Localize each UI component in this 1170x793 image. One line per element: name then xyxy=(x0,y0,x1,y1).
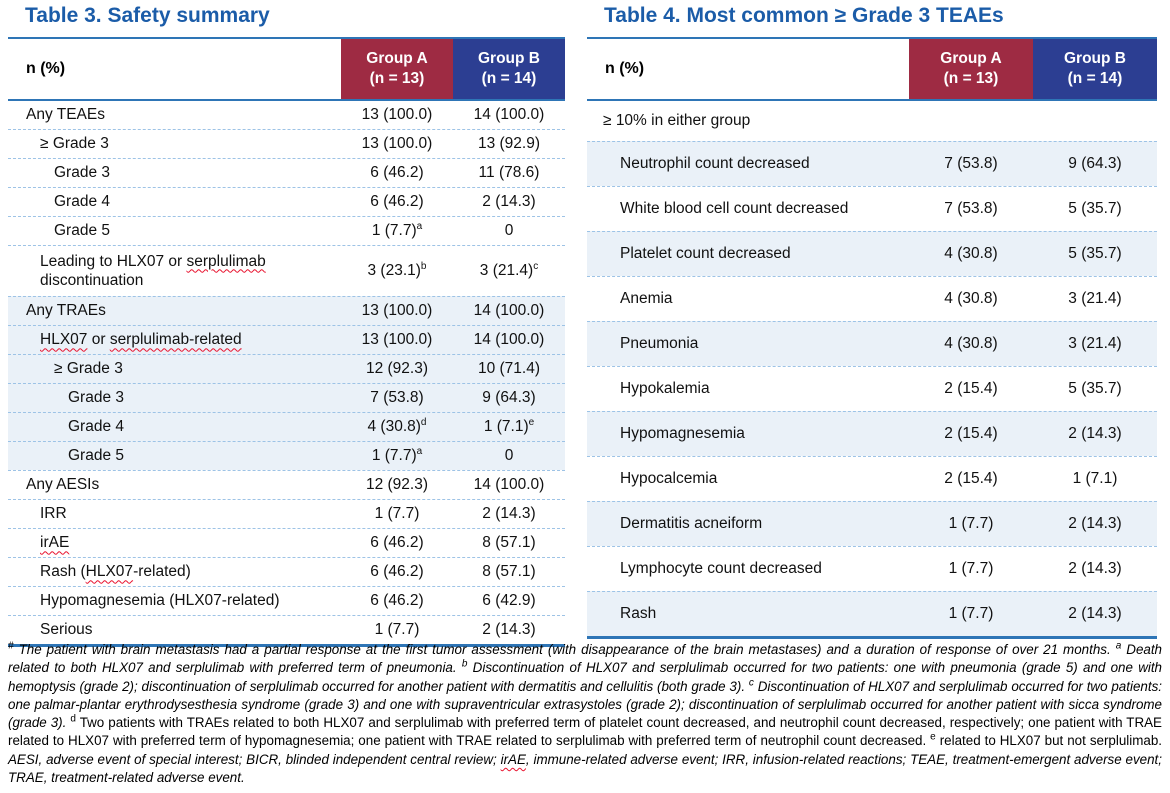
row-label xyxy=(587,244,909,263)
value-text: 2 (14.3) xyxy=(482,621,536,638)
row-label xyxy=(8,221,341,240)
value-text: 3 (23.1) xyxy=(367,262,421,279)
value-text: 13 (100.0) xyxy=(361,331,433,348)
value-text: 1 (7.1) xyxy=(483,418,529,435)
table-row xyxy=(587,276,1157,321)
cell-value xyxy=(1033,290,1157,308)
table4-rows xyxy=(587,101,1157,639)
table-row xyxy=(8,499,565,528)
misspelled-term: serplulimab xyxy=(186,252,266,270)
label-text: Grade 5 xyxy=(54,222,111,240)
value-text: 13 (100.0) xyxy=(361,135,433,152)
cell-value xyxy=(909,245,1033,263)
cell-value xyxy=(341,447,453,465)
footnote-marker: b xyxy=(420,260,427,272)
table3-rows xyxy=(8,101,565,647)
cell-value xyxy=(341,505,453,523)
table-row xyxy=(587,231,1157,276)
footnote-segment: related to HLX07 but not serplulimab. xyxy=(935,733,1163,749)
value-text: 1 (7.7) xyxy=(374,621,420,638)
cell-value xyxy=(453,331,565,349)
table4 xyxy=(587,37,1157,639)
row-label xyxy=(587,289,909,308)
cell-value xyxy=(1033,200,1157,218)
value-text: 2 (14.3) xyxy=(1068,515,1122,532)
table-row xyxy=(8,101,565,129)
row-label xyxy=(8,163,341,182)
table4-title: Table 4. Most common ≥ Grade 3 TEAEs xyxy=(604,4,1004,27)
cell-value xyxy=(909,155,1033,173)
table-row xyxy=(587,366,1157,411)
value-text: 6 (46.2) xyxy=(370,164,424,181)
value-text: 8 (57.1) xyxy=(482,563,536,580)
group-label: Group B xyxy=(1064,49,1126,67)
table-row xyxy=(587,141,1157,186)
value-text: 5 (35.7) xyxy=(1068,245,1122,262)
label-text: Pneumonia xyxy=(620,335,699,353)
footnote-segment: AESI, adverse event of special interest; BICR, blinded independent central review; xyxy=(8,751,501,767)
table-row xyxy=(587,321,1157,366)
cell-value xyxy=(453,164,565,182)
label-text: Lymphocyte count decreased xyxy=(620,560,822,578)
cell-value xyxy=(453,621,565,639)
label-text: Any TRAEs xyxy=(26,302,106,320)
footnote-segment: , immune-related adverse event; IRR, infusion-related reactions; TEAE, treatment-emergent adverse event; TRAE, treatment-related adverse event. xyxy=(8,751,1162,786)
table4-column-header: n (%) xyxy=(605,60,645,77)
table3-column-header: n (%) xyxy=(26,60,66,77)
cell-value xyxy=(341,302,453,320)
table-row xyxy=(8,615,565,644)
cell-value xyxy=(453,418,565,436)
row-label xyxy=(8,301,341,320)
value-text: 2 (14.3) xyxy=(1068,605,1122,622)
table-row xyxy=(8,325,565,354)
value-text: 2 (15.4) xyxy=(944,380,998,397)
row-label xyxy=(8,591,341,610)
value-text: 1 (7.1) xyxy=(1072,470,1118,487)
table-row xyxy=(587,546,1157,591)
footnote-marker: c xyxy=(533,260,539,272)
value-text: 13 (100.0) xyxy=(361,106,433,123)
row-label xyxy=(8,620,341,639)
cell-value xyxy=(909,380,1033,398)
cell-value xyxy=(341,164,453,182)
label-text: -related) xyxy=(133,563,191,581)
row-label xyxy=(8,533,341,552)
cell-value xyxy=(453,135,565,153)
table3-title: Table 3. Safety summary xyxy=(25,4,270,27)
misspelled-term: HLX07 xyxy=(40,331,88,349)
table-row xyxy=(8,354,565,383)
label-text: or xyxy=(87,331,110,349)
value-text: 12 (92.3) xyxy=(365,360,429,377)
value-text: 5 (35.7) xyxy=(1068,380,1122,397)
cell-value xyxy=(341,331,453,349)
table-row xyxy=(8,187,565,216)
row-label xyxy=(587,199,909,218)
label-text: Serious xyxy=(40,621,93,639)
table3-group-headers xyxy=(341,39,565,99)
value-text: 3 (21.4) xyxy=(1068,335,1122,352)
value-text: 14 (100.0) xyxy=(473,106,545,123)
cell-value xyxy=(1033,155,1157,173)
value-text: 6 (46.2) xyxy=(370,563,424,580)
cell-value xyxy=(341,106,453,124)
value-text: 1 (7.7) xyxy=(948,515,994,532)
value-text: 2 (14.3) xyxy=(482,193,536,210)
label-text: Grade 4 xyxy=(68,418,125,436)
cell-value xyxy=(341,592,453,610)
cell-value xyxy=(341,222,453,240)
value-text: 13 (100.0) xyxy=(361,302,433,319)
table-row xyxy=(8,528,565,557)
value-text: 1 (7.7) xyxy=(948,605,994,622)
value-text: 1 (7.7) xyxy=(371,222,417,239)
cell-value xyxy=(909,290,1033,308)
row-label xyxy=(587,559,909,578)
cell-value xyxy=(1033,560,1157,578)
group-n: (n = 14) xyxy=(481,70,537,87)
row-label xyxy=(8,388,341,407)
cell-value xyxy=(909,470,1033,488)
label-text: ≥ Grade 3 xyxy=(40,135,109,153)
group-n: (n = 14) xyxy=(1067,70,1123,87)
cell-value xyxy=(341,389,453,407)
table-row xyxy=(8,586,565,615)
label-text: Grade 5 xyxy=(68,447,125,465)
label-text: Rash xyxy=(620,605,657,623)
row-label xyxy=(8,105,341,124)
label-text: Hypocalcemia xyxy=(620,470,718,488)
label-text: White blood cell count decreased xyxy=(620,200,849,218)
value-text: 2 (15.4) xyxy=(944,470,998,487)
table-row xyxy=(8,129,565,158)
value-text: 7 (53.8) xyxy=(370,389,424,406)
value-text: 9 (64.3) xyxy=(482,389,536,406)
table3 xyxy=(8,37,565,647)
value-text: 0 xyxy=(504,447,514,464)
table-row xyxy=(8,557,565,586)
table-row xyxy=(587,456,1157,501)
cell-value xyxy=(453,360,565,378)
cell-value xyxy=(453,302,565,320)
footnote-segment: Death related to both HLX07 and serplulimab with preferred term of pneumonia. xyxy=(8,642,1163,676)
cell-value xyxy=(453,476,565,494)
cell-value xyxy=(453,563,565,581)
value-text: 11 (78.6) xyxy=(478,164,540,181)
table-row xyxy=(587,591,1157,636)
row-label xyxy=(587,514,909,533)
cell-value xyxy=(341,476,453,494)
footnote-marker: a xyxy=(416,445,423,457)
cell-value xyxy=(453,222,565,240)
footnote-marker: a xyxy=(416,220,423,232)
table4-group-a-header xyxy=(909,39,1033,99)
misspelled-term: serplulimab-related xyxy=(109,331,242,349)
value-text: 14 (100.0) xyxy=(473,476,545,493)
table4-grade3-teaes xyxy=(587,0,1157,639)
label-text: Any TEAEs xyxy=(26,106,105,124)
label-text: Rash ( xyxy=(40,563,86,581)
value-text: 4 (30.8) xyxy=(944,335,998,352)
subheader-row xyxy=(587,101,1157,141)
label-text: Leading to HLX07 or xyxy=(40,252,187,270)
value-text: 12 (92.3) xyxy=(365,476,429,493)
group-n: (n = 13) xyxy=(369,70,425,87)
row-label xyxy=(587,604,909,623)
footnote-segment: Discontinuation of HLX07 and serplulimab occurred for two patients: one palmar-plantar erythrodysesthesia syndrome (grade 3) and one with supraventricular extrasystoles (grade 2); discontinuation of serplulimab occurred for another patient with sicca syndrome (grade 3). xyxy=(8,678,1162,731)
footnote-segment: Discontinuation of HLX07 and serplulimab occurred for two patients: one with pneumonia (grade 5) and one with hemoptysis (grade 2); discontinuation of serplulimab occurred for another patient with dermatitis and cellulitis (both grade 3). xyxy=(8,660,1163,694)
value-text: 6 (46.2) xyxy=(370,592,424,609)
cell-value xyxy=(1033,605,1157,623)
label-text: Grade 3 xyxy=(54,164,111,182)
cell-value xyxy=(453,106,565,124)
cell-value xyxy=(453,447,565,465)
subheader-label: ≥ 10% in either group xyxy=(603,112,751,130)
row-label xyxy=(8,504,341,523)
value-text: 2 (15.4) xyxy=(944,425,998,442)
cell-value xyxy=(1033,380,1157,398)
cell-value xyxy=(909,425,1033,443)
cell-value xyxy=(341,135,453,153)
label-text: discontinuation xyxy=(40,272,144,289)
cell-value xyxy=(341,262,453,280)
value-text: 4 (30.8) xyxy=(944,290,998,307)
footnote-segment: Two patients with TRAEs related to both HLX07 and serplulimab with preferred term of platelet count decreased, and neutrophil count decreased, respectively; one patient with TRAE related to HLX07 with preferred term of hypomagnesemia; one patient with TRAE related to serplulimab with preferred term of neutrophil count decreased. xyxy=(8,715,1162,749)
cell-value xyxy=(341,193,453,211)
group-label: Group B xyxy=(478,49,540,67)
value-text: 7 (53.8) xyxy=(944,155,998,172)
label-text: Grade 3 xyxy=(68,389,125,407)
cell-value xyxy=(341,621,453,639)
footnote-marker: e xyxy=(528,416,535,428)
misspelled-term: HLX07 xyxy=(85,563,134,581)
value-text: 6 (46.2) xyxy=(370,534,424,551)
value-text: 4 (30.8) xyxy=(944,245,998,262)
row-label xyxy=(8,192,341,211)
label-text: Hypomagnesemia xyxy=(620,425,745,443)
value-text: 3 (21.4) xyxy=(479,262,534,279)
label-text: Hypomagnesemia (HLX07-related) xyxy=(40,592,280,610)
table-row xyxy=(8,245,565,296)
cell-value xyxy=(453,262,565,280)
cell-value xyxy=(909,515,1033,533)
footnote-marker: c xyxy=(748,677,754,689)
label-text: Neutrophil count decreased xyxy=(620,155,810,173)
value-text: 2 (14.3) xyxy=(1068,425,1122,442)
table-row xyxy=(8,383,565,412)
label-text: Grade 4 xyxy=(54,193,111,211)
label-text: Anemia xyxy=(620,290,673,308)
value-text: 9 (64.3) xyxy=(1068,155,1122,172)
value-text: 5 (35.7) xyxy=(1068,200,1122,217)
row-label xyxy=(8,475,341,494)
table3-group-b-header xyxy=(453,39,565,99)
table-row xyxy=(587,186,1157,231)
row-label xyxy=(8,417,341,436)
table-row xyxy=(8,216,565,245)
label-text: Platelet count decreased xyxy=(620,245,791,263)
row-label xyxy=(587,379,909,398)
table4-header-row xyxy=(587,39,1157,101)
cell-value xyxy=(341,418,453,436)
cell-value xyxy=(453,505,565,523)
cell-value xyxy=(1033,335,1157,353)
footnote-segment: irAE xyxy=(500,751,526,767)
value-text: 8 (57.1) xyxy=(482,534,536,551)
footnote-marker: d xyxy=(420,416,427,428)
table-row xyxy=(8,296,565,325)
table-row xyxy=(8,470,565,499)
footnote-marker: b xyxy=(461,658,468,670)
cell-value xyxy=(453,389,565,407)
table3-group-a-header xyxy=(341,39,453,99)
table-row xyxy=(8,441,565,470)
value-text: 0 xyxy=(504,222,514,239)
row-label xyxy=(587,154,909,173)
value-text: 2 (14.3) xyxy=(482,505,536,522)
value-text: 3 (21.4) xyxy=(1068,290,1122,307)
cell-value xyxy=(909,200,1033,218)
value-text: 7 (53.8) xyxy=(944,200,998,217)
value-text: 6 (46.2) xyxy=(370,193,424,210)
cell-value xyxy=(341,360,453,378)
group-n: (n = 13) xyxy=(943,70,999,87)
footnote xyxy=(8,641,1162,787)
table-row xyxy=(8,412,565,441)
cell-value xyxy=(1033,245,1157,263)
value-text: 1 (7.7) xyxy=(371,447,417,464)
cell-value xyxy=(909,605,1033,623)
table4-group-b-header xyxy=(1033,39,1157,99)
cell-value xyxy=(1033,470,1157,488)
row-label xyxy=(8,330,341,349)
row-label xyxy=(587,424,909,443)
footnote-marker: a xyxy=(1115,640,1122,652)
value-text: 14 (100.0) xyxy=(473,302,545,319)
table4-group-headers xyxy=(909,39,1157,99)
misspelled-term: irAE xyxy=(40,534,70,552)
row-label xyxy=(587,469,909,488)
cell-value xyxy=(909,335,1033,353)
value-text: 2 (14.3) xyxy=(1068,560,1122,577)
cell-value xyxy=(341,563,453,581)
group-label: Group A xyxy=(940,49,1002,67)
table3-safety-summary xyxy=(8,0,565,647)
footnote-marker: d xyxy=(70,713,76,725)
row-label xyxy=(8,252,341,291)
table3-header-row xyxy=(8,39,565,101)
value-text: 13 (92.9) xyxy=(477,135,541,152)
cell-value xyxy=(1033,425,1157,443)
value-text: 1 (7.7) xyxy=(374,505,420,522)
cell-value xyxy=(1033,515,1157,533)
value-text: 14 (100.0) xyxy=(473,331,545,348)
cell-value xyxy=(453,592,565,610)
cell-value xyxy=(453,193,565,211)
value-text: 10 (71.4) xyxy=(477,360,541,377)
value-text: 1 (7.7) xyxy=(948,560,994,577)
footnote-segment: The patient with brain metastasis had a partial response at the first tumor assessment (with disappearance of the brain metastases) and a duration of response of over 21 months. xyxy=(13,642,1116,657)
group-label: Group A xyxy=(366,49,428,67)
label-text: ≥ Grade 3 xyxy=(54,360,123,378)
row-label xyxy=(8,359,341,378)
label-text: Dermatitis acneiform xyxy=(620,515,763,533)
label-text: Hypokalemia xyxy=(620,380,710,398)
row-label xyxy=(8,446,341,465)
row-label xyxy=(8,134,341,153)
footnote-marker: e xyxy=(930,732,936,744)
table-row xyxy=(587,501,1157,546)
cell-value xyxy=(341,534,453,552)
label-text: IRR xyxy=(40,505,67,523)
value-text: 6 (42.9) xyxy=(482,592,536,609)
value-text: 4 (30.8) xyxy=(367,418,421,435)
table-row xyxy=(8,158,565,187)
row-label xyxy=(587,334,909,353)
row-label xyxy=(8,562,341,581)
cell-value xyxy=(453,534,565,552)
label-text: Any AESIs xyxy=(26,476,100,494)
table-row xyxy=(587,411,1157,456)
cell-value xyxy=(909,560,1033,578)
footnote-marker: # xyxy=(8,640,14,652)
